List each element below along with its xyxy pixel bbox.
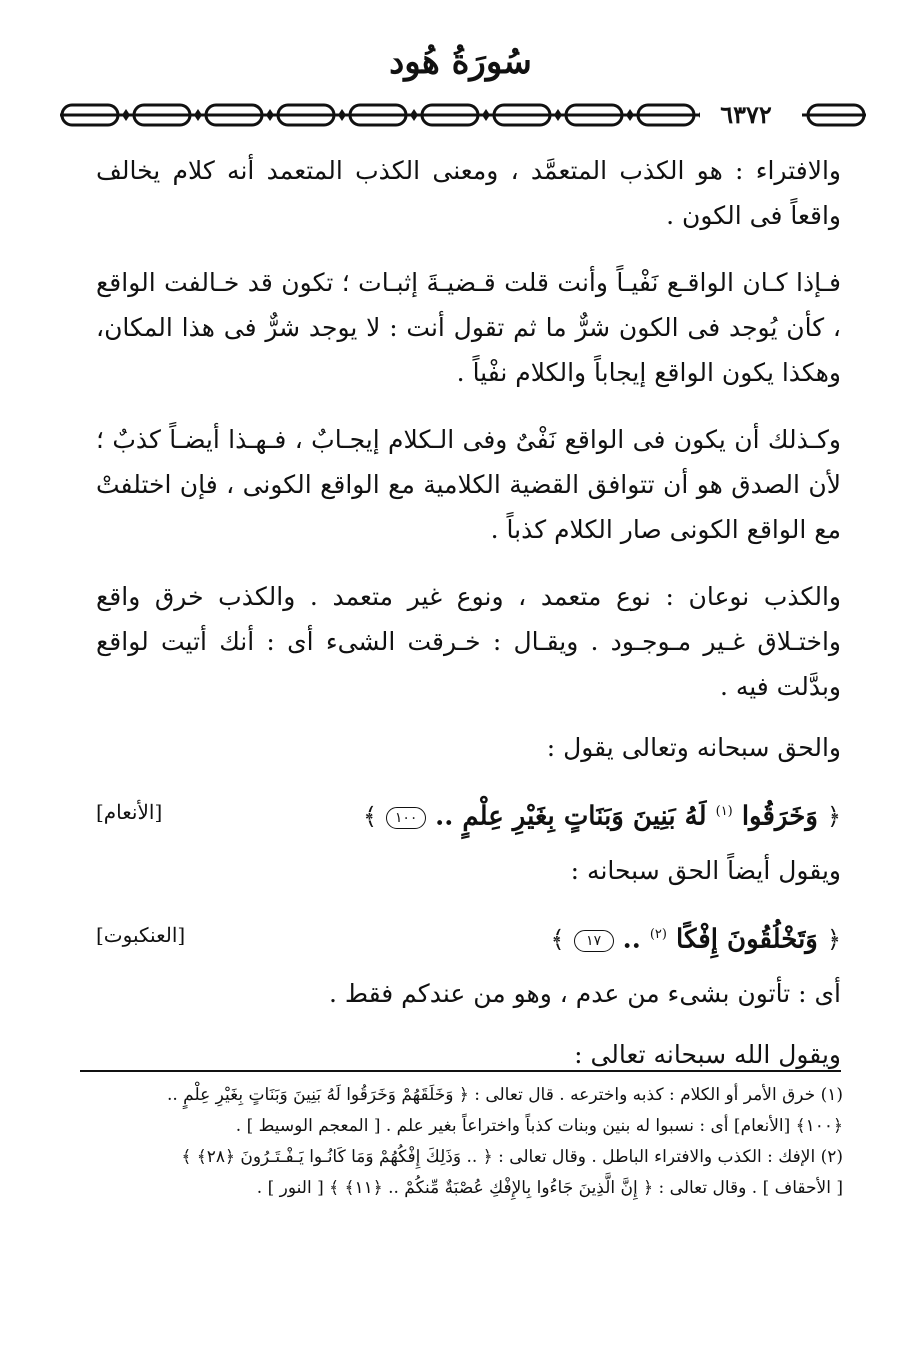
page-number: ٦٣٧٢	[700, 100, 792, 130]
footnote-divider	[80, 1070, 841, 1072]
paragraph-kadhib: وكـذلك أن يكون فى الواقع نَفْىٌ وفى الـكلام إيجـابٌ ، فـهـذا أيضـاً كذبٌ ؛ لأن الصدق هو أن تتوافق القضية الكلامية مع الواقع الكونى ، فإن اختلفتْ مع الواقع الكونى صار الكلام كذباً .	[96, 425, 841, 544]
footnote-1-line-2: ﴿١٠٠﴾ [الأنعام] أى : نسبوا له بنين وبنات كذباً واختراعاً بغير علم . [ المعجم الوسيط ] .	[235, 1116, 843, 1136]
quran-verse-anam	[96, 786, 841, 838]
footnote-mark[interactable]: (١)	[715, 804, 733, 819]
footnote-2-line-1: (٢) الإفك : الكذب والافتراء الباطل . وقال تعالى : ﴿ .. وَذَلِكَ إِفْكُهُمْ وَمَا كَانُـوا يَـفْـتَـرُونَ ﴿٢٨﴾ ﴾	[181, 1147, 843, 1167]
ayah-number: ١٧	[574, 930, 614, 952]
verse-continuation: ..	[622, 924, 641, 955]
quran-verse-ankabut	[96, 909, 841, 961]
paragraph-kadhib-types: والكذب نوعان : نوع متعمد ، ونوع غير متعمد . والكذب خرق واقع واختـلاق غـير مـوجـود . ويقـال : خـرقت الشىء أى : أنك أتيت لواقع وبدَّلت فيه .	[96, 582, 841, 701]
verse-word: وَتَخْلُقُونَ إِفْكًا	[676, 924, 818, 955]
footnote-mark[interactable]: (٢)	[649, 927, 667, 942]
surah-reference: [العنكبوت]	[96, 923, 186, 947]
verse-text	[363, 790, 841, 839]
paragraph-nafy-ithbat: فـإذا كـان الواقـع نَفْيـاً وأنت قلت قـضيـةَ إثبـات ؛ تكون قد خـالفت الواقع ، كأن يُوجد فى الكون شرٌّ ما ثم تقول أنت : لا يوجد شرٌّ فى هذا المكان، وهكذا يكون الواقع إيجاباً والكلام نفْياً .	[96, 268, 841, 387]
paragraph-intro-verse3: ويقول الله سبحانه تعالى :	[574, 1040, 841, 1069]
verse-close-bracket: ﴾	[550, 925, 565, 954]
verse-open-bracket: ﴿	[826, 925, 841, 954]
footnote-2-line-2: [ الأحقاف ] . وقال تعالى : ﴿ إِنَّ الَّذِينَ جَاءُوا بِالإِفْكِ عُصْبَةٌ مِّنكُمْ .. ﴿١١﴾ ﴾ [ النور ] .	[256, 1178, 843, 1198]
verse-open-bracket: ﴿	[826, 802, 841, 831]
ayah-number: ١٠٠	[386, 807, 426, 829]
paragraph-explanation: أى : تأتون بشىء من عدم ، وهو من عندكم فقط .	[328, 979, 841, 1008]
main-text	[96, 148, 841, 1099]
footnote-1-line-1: (١) خرق الأمر أو الكلام : كذبه واخترعه . قال تعالى : ﴿ وَخَلَقَهُمْ وَخَرَقُوا لَهُ بَنِينَ وَبَنَاتٍ بِغَيْرِ عِلْمٍ ..	[166, 1085, 843, 1105]
verse-word: وَخَرَقُوا	[741, 801, 818, 832]
verse-close-bracket: ﴾	[362, 802, 378, 831]
paragraph-intro-verse1: والحق سبحانه وتعالى يقول :	[546, 733, 841, 762]
surah-title: سُورَةُ هُود	[389, 42, 532, 82]
paragraph-iftiraa: والافتراء : هو الكذب المتعمَّد ، ومعنى الكذب المتعمد أنه كلام يخالف واقعاً فى الكون .	[96, 156, 841, 230]
footnotes	[78, 1080, 843, 1204]
verse-text	[550, 913, 841, 962]
verse-continuation: لَهُ بَنِينَ وَبَنَاتٍ بِغَيْرِ عِلْمٍ ..	[435, 801, 707, 832]
surah-reference: [الأنعام]	[96, 800, 163, 824]
paragraph-intro-verse2: ويقول أيضاً الحق سبحانه :	[570, 856, 841, 885]
